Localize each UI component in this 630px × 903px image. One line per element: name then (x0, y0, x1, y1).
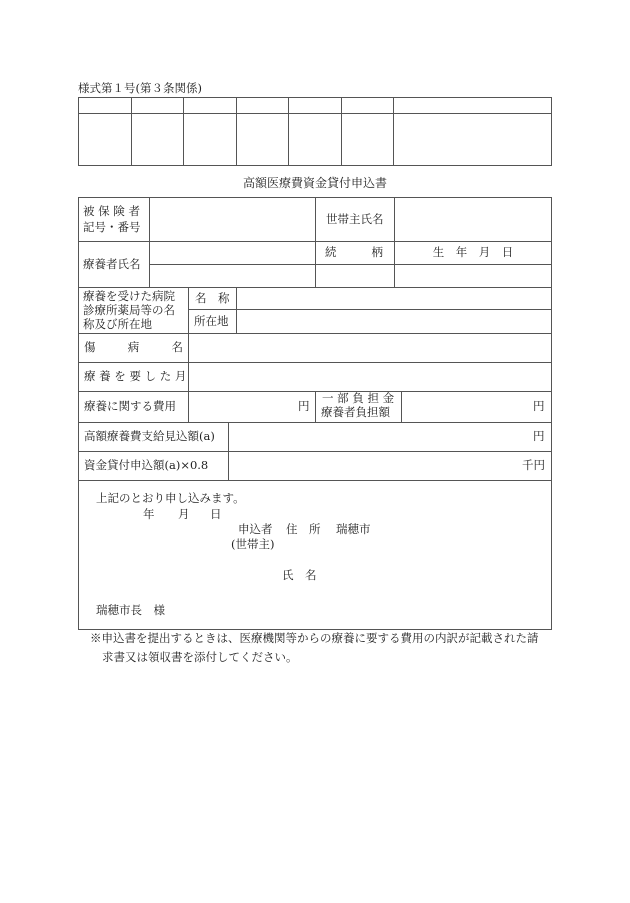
applicant-city: 瑞穂市 (336, 522, 371, 536)
date-year-label: 年 (143, 507, 155, 521)
householder-note: (世帯主) (231, 537, 275, 551)
disease-label-a: 傷 (84, 340, 96, 354)
householder-name-field[interactable] (395, 198, 551, 241)
patient-name-field-1[interactable] (150, 242, 315, 264)
copay-label-line1: 一 部 負 担 金 (322, 391, 395, 405)
insured-label-line2: 記号・番号 (83, 220, 141, 234)
applicant-address-field[interactable] (372, 520, 542, 538)
applicant-label: 申込者 (238, 522, 273, 536)
facility-name-field[interactable] (237, 288, 551, 309)
medical-cost-field[interactable] (189, 392, 315, 422)
date-day-label: 日 (210, 507, 222, 521)
stamp-cell-5[interactable] (289, 114, 341, 165)
householder-label: 世帯主氏名 (326, 212, 384, 226)
disease-label-b: 病 (127, 340, 140, 354)
stamp-cell-1[interactable] (79, 114, 131, 165)
loan-amount-unit: 千円 (522, 458, 545, 472)
patient-name-field-2[interactable] (150, 265, 315, 287)
addressee: 瑞穂市長 様 (96, 603, 165, 617)
insured-label-line1: 被 保 険 者 (83, 204, 140, 218)
applicant-address-label: 住 所 (286, 522, 321, 536)
date-month-label: 月 (178, 507, 190, 521)
birthdate-label: 生 年 月 日 (432, 245, 514, 259)
expected-benefit-field[interactable] (229, 423, 551, 451)
stamp-cell-6[interactable] (342, 114, 393, 165)
disease-label-c: 名 (171, 340, 183, 354)
expected-benefit-unit: 円 (533, 429, 545, 443)
stamp-cell-4[interactable] (237, 114, 288, 165)
hospital-label-line1: 療養を受けた病院 (83, 289, 175, 303)
expected-benefit-label: 高額療養費支給見込額(a) (84, 429, 215, 443)
relation-field[interactable] (316, 265, 394, 287)
medical-cost-unit: 円 (298, 399, 310, 413)
facility-address-field[interactable] (237, 310, 551, 333)
relation-label (325, 247, 383, 259)
loan-amount-label: 資金貸付申込額(a)×0.8 (84, 458, 209, 472)
form-number: 様式第１号(第３条関係) (78, 81, 202, 95)
applicant-name-field[interactable] (330, 565, 542, 585)
treatment-month-label: 療 養 を 要 し た 月 (84, 369, 187, 383)
note-line-1: ※申込書を提出するときは、医療機関等からの療養に要する費用の内訳が記載された請 (90, 631, 539, 645)
hospital-label-line3: 称及び所在地 (83, 317, 152, 331)
loan-amount-field[interactable] (229, 452, 551, 480)
facility-name-label: 名 称 (195, 291, 230, 305)
disease-label (84, 342, 183, 354)
copay-unit: 円 (533, 399, 545, 413)
stamp-cell-7[interactable] (394, 114, 551, 165)
applicant-name-label: 氏 名 (282, 568, 317, 582)
relation-label-a: 続 (325, 245, 337, 259)
medical-cost-label: 療養に関する費用 (84, 399, 176, 413)
treatment-month-field[interactable] (189, 363, 551, 391)
statement-text: 上記のとおり申し込みます。 (96, 491, 245, 505)
insured-number-field[interactable] (150, 198, 315, 241)
stamp-cell-3[interactable] (184, 114, 236, 165)
disease-field[interactable] (189, 334, 551, 362)
note-line-2: 求書又は領収書を添付してください。 (102, 650, 298, 664)
page-title: 高額医療費資金貸付申込書 (242, 176, 387, 190)
patient-name-label: 療養者氏名 (83, 257, 141, 271)
copay-field[interactable] (402, 392, 551, 422)
relation-label-b: 柄 (371, 245, 383, 259)
hospital-label-line2: 診療所薬局等の名 (83, 303, 175, 317)
birthdate-field[interactable] (395, 265, 551, 287)
stamp-cell-2[interactable] (132, 114, 183, 165)
copay-label-line2: 療養者負担額 (321, 405, 390, 419)
facility-address-label: 所在地 (194, 314, 229, 328)
